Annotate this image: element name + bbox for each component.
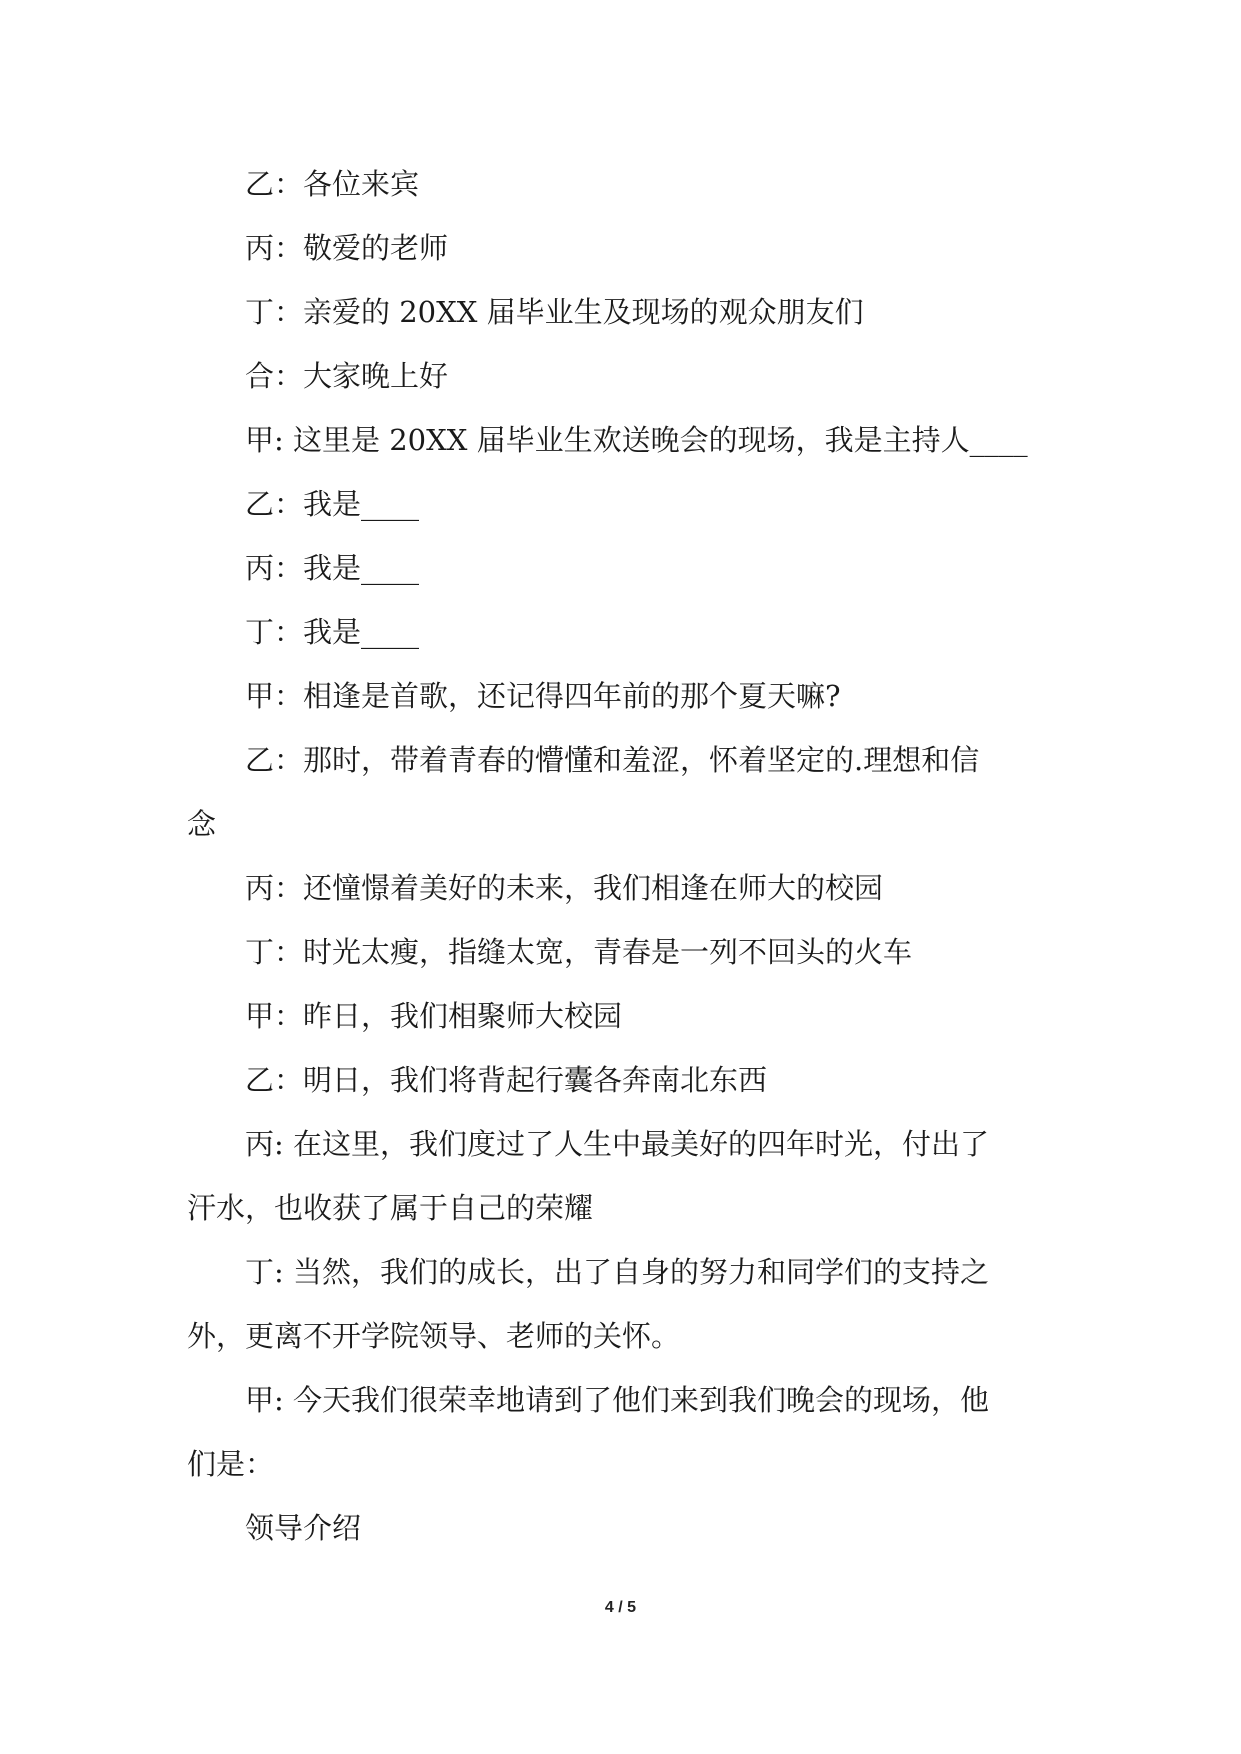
paragraph-line: 丁: 当然，我们的成长，出了自身的努力和同学们的支持之	[245, 1255, 989, 1289]
paragraph-line: 们是：	[187, 1447, 275, 1481]
paragraph: 合：大家晚上好	[245, 359, 449, 393]
paragraph-line: 乙：那时，带着青春的懵懂和羞涩，怀着坚定的.理想和信	[245, 743, 980, 777]
paragraph: 甲: 这里是 20XX 届毕业生欢送晚会的现场，我是主持人____	[245, 423, 1028, 457]
paragraph	[187, 728, 1055, 856]
paragraph: 丁：时光太瘦，指缝太宽，青春是一列不回头的火车	[245, 935, 913, 969]
paragraph	[187, 1240, 1055, 1368]
paragraph: 丁：亲爱的 20XX 届毕业生及现场的观众朋友们	[245, 295, 864, 329]
paragraph: 甲：昨日，我们相聚师大校园	[245, 999, 623, 1033]
paragraph: 领导介绍	[245, 1511, 362, 1545]
paragraph-line: 甲: 今天我们很荣幸地请到了他们来到我们晚会的现场，他	[245, 1383, 989, 1417]
paragraph: 乙：明日，我们将背起行囊各奔南北东西	[245, 1063, 768, 1097]
paragraph: 乙：我是____	[245, 487, 420, 521]
paragraph: 甲：相逢是首歌，还记得四年前的那个夏天嘛?	[245, 679, 841, 713]
paragraph: 丙：敬爱的老师	[245, 231, 449, 265]
paragraph-line: 汗水，也收获了属于自己的荣耀	[187, 1191, 594, 1225]
paragraph: 丙：还憧憬着美好的未来，我们相逢在师大的校园	[245, 871, 884, 905]
paragraph: 丁：我是____	[245, 615, 420, 649]
page-number: 4 / 5	[604, 1599, 637, 1616]
paragraph-line: 外，更离不开学院领导、老师的关怀。	[187, 1319, 681, 1353]
paragraph-line: 念	[187, 807, 217, 841]
paragraph: 乙：各位来宾	[245, 167, 420, 201]
body-text	[187, 152, 1055, 1560]
paragraph: 丙：我是____	[245, 551, 420, 585]
paragraph	[187, 1112, 1055, 1240]
paragraph-line: 丙: 在这里，我们度过了人生中最美好的四年时光，付出了	[245, 1127, 989, 1161]
paragraph	[187, 1368, 1055, 1496]
